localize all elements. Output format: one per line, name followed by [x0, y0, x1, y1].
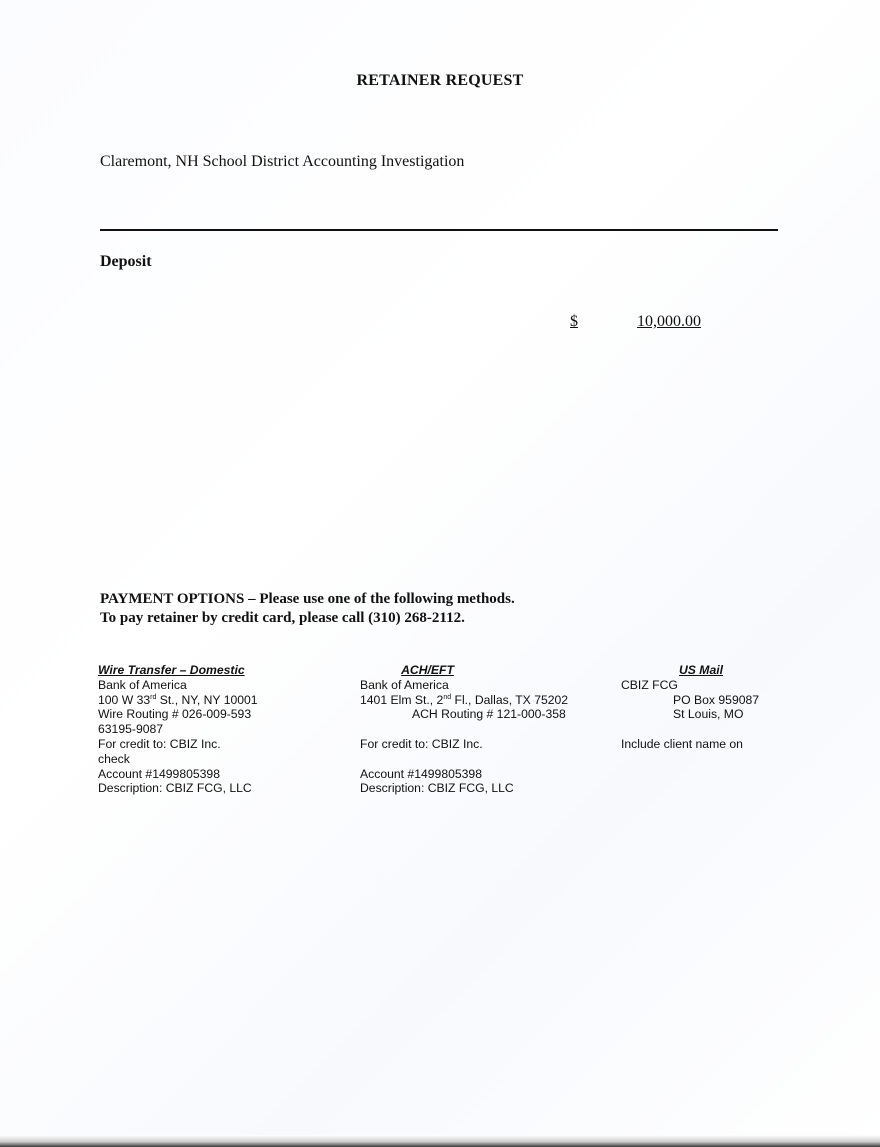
ach-address: 1401 Elm St., 2nd Fl., Dallas, TX 75202 — [360, 692, 569, 707]
wire-bank: Bank of America — [98, 677, 187, 692]
mail-name: CBIZ FCG — [621, 677, 678, 692]
ach-credit-to: For credit to: CBIZ Inc. — [360, 736, 483, 751]
wire-routing-cont: 63195-9087 — [98, 722, 164, 737]
mail-po-box: PO Box 959087 — [673, 692, 760, 707]
wire-account: Account #1499805398 — [98, 766, 220, 781]
payment-options-line1: PAYMENT OPTIONS – Please use one of the following methods. — [100, 591, 515, 607]
payment-options — [100, 590, 515, 628]
ach-account: Account #1499805398 — [360, 766, 482, 781]
us-mail-column — [621, 663, 781, 752]
payment-options-line2: To pay retainer by credit card, please call (310) 268-2112. — [100, 610, 465, 626]
mail-city: St Louis, MO — [673, 707, 744, 722]
ach-column — [360, 663, 568, 796]
deposit-label: Deposit — [100, 253, 152, 270]
ach-routing: ACH Routing # 121-000-358 — [412, 707, 566, 722]
horizontal-rule — [100, 229, 778, 231]
subject-line: Claremont, NH School District Accounting Investigation — [100, 153, 465, 170]
wire-routing: Wire Routing # 026-009-593 — [98, 707, 252, 722]
wire-description: Description: CBIZ FCG, LLC — [98, 781, 252, 796]
mail-heading: US Mail — [678, 663, 724, 677]
amount-value: 10,000.00 — [637, 313, 701, 330]
ach-heading: ACH/EFT — [401, 663, 454, 677]
deposit-amount — [570, 313, 701, 331]
mail-note: Include client name on — [621, 736, 743, 751]
wire-transfer-column — [98, 663, 258, 796]
ach-description: Description: CBIZ FCG, LLC — [360, 781, 514, 796]
ach-bank: Bank of America — [360, 677, 449, 692]
wire-check: check — [98, 751, 130, 766]
scan-bottom-edge — [0, 1135, 880, 1147]
document-title: RETAINER REQUEST — [356, 72, 524, 89]
wire-address: 100 W 33rd St., NY, NY 10001 — [98, 692, 258, 707]
wire-heading: Wire Transfer – Domestic — [98, 663, 245, 677]
currency-symbol: $ — [570, 313, 578, 330]
wire-credit-to: For credit to: CBIZ Inc. — [98, 736, 221, 751]
